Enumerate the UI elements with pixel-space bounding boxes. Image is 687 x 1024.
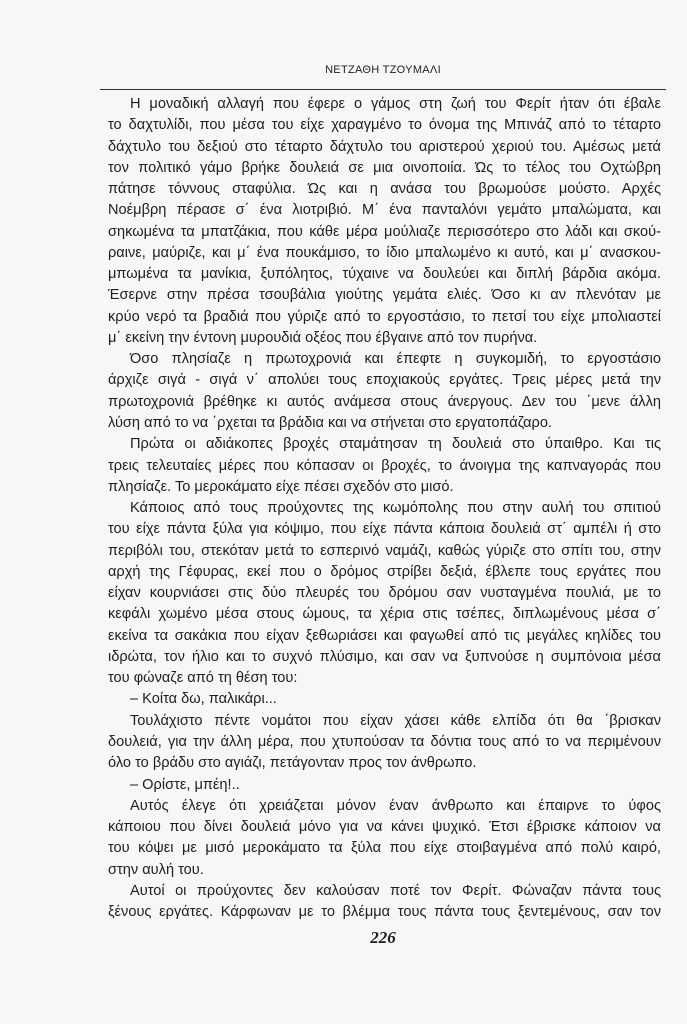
text-line: – Ορίστε, μπέη!.. xyxy=(130,776,240,793)
text-line: μ΄ εκείνη την έντονη μυρουδιά οξέος που έβγαινε από τον πυρήνα. xyxy=(108,329,538,346)
text-line: πρωτοχρονιά βρέθηκε κι αυτός ανάμεσα στους άνεργους. Δεν του ΄μενε άλλη xyxy=(108,393,661,410)
text-line: ραινε, μαύριζε, και μ΄ ένα πουκάμισο, το ίδιο μπαλωμένο κι αυτό, και μ΄ ανασκου- xyxy=(108,244,661,261)
page-body-text xyxy=(108,94,661,923)
text-line: Η μοναδική αλλαγή που έφερε ο γάμος στη ζωή του Φερίτ ήταν ότι έβαλε xyxy=(130,96,661,112)
text-line: Κάποιος από τους προύχοντες της κωμόπολης που στην αυλή του σπιτιού xyxy=(130,500,661,517)
text-line: του κόψει με μισό μεροκάματο τα ξύλα που είχε στοιβαγμένα από πολύ καιρό, xyxy=(108,840,661,857)
text-line: Όσο πλησίαζε η πρωτοχρονιά και έπεφτε η συγκομιδή, το εργοστάσιο xyxy=(130,351,661,368)
text-line: το δαχτυλίδι, που μέσα του είχε χαραγμένο το όνομα της Μπινάζ από το τέταρτο xyxy=(108,117,661,134)
text-line: στην αυλή του. xyxy=(108,861,204,878)
text-line: Τουλάχιστο πέντε νομάτοι που είχαν χάσει κάθε ελπίδα ότι θα ΄βρισκαν xyxy=(130,712,661,729)
text-line: αρχή της Γέφυρας, εκεί που ο δρόμος στρίβει δεξιά, έβλεπε τους εργάτες που xyxy=(108,563,661,580)
text-line: σηκωμένα τα μπατζάκια, που κάθε μέρα μούλιαζε περισσότερο στο λάδι και σκού- xyxy=(108,223,661,240)
text-line: όλο το βράδυ στο αγιάζι, πετάγονταν προς τον άνθρωπο. xyxy=(108,755,477,772)
text-line: κρύο νερό τα βραδιά που γύριζε από το εργοστάσιο, το πετσί του είχε μπολιαστεί xyxy=(108,308,661,325)
text-line: είχαν κουρνιάσει στις δύο πλευρές του δρόμου σαν νυσταγμένα πουλιά, με το xyxy=(108,585,661,602)
page-number: 226 xyxy=(370,928,396,947)
text-line: περιβόλι του, στεκόταν μετά το εσπερινό ναμάζι, καθώς γύριζε στο σπίτι του, στην xyxy=(108,542,661,559)
text-line: Αυτός έλεγε ότι χρειάζεται μόνον έναν άνθρωπο και έπαιρνε το ύφος xyxy=(130,797,661,814)
text-line: πάτησε τόννους σταφύλια. Ώς και η ανάσα του βρωμούσε μούστο. Αρχές xyxy=(108,181,661,198)
text-line: τρεις τελευταίες μέρες που κόπασαν οι βροχές, το άνοιγμα της καπναγοράς που xyxy=(108,457,661,474)
text-line: Έσερνε στην πρέσα τσουβάλια γιούτης γεμάτα ελιές. Όσο κι αν πλενόταν με xyxy=(108,287,661,304)
text-line: μπωμένα τα μανίκια, ξυπόλητος, τύχαινε να δουλεύει και διπλή βάρδια ακόμα. xyxy=(108,266,661,283)
text-line: ιδρώτα, τον ήλιο και το συχνό πλύσιμο, και σαν να ξυπνούσε η συμπόνοια μέσα xyxy=(108,648,661,665)
running-header: ΝΕΤΖΑΘΗ ΤΖΟΥΜΑΛΙ xyxy=(325,64,441,76)
text-line: πλησίαζε. Το μεροκάματο είχε πέσει σχεδόν στο μισό. xyxy=(108,478,454,495)
text-line: άρχιζε σιγά - σιγά ν΄ απολύει τους εποχιακούς εργάτες. Τρεις μέρες μετά την xyxy=(108,372,661,389)
text-line: δουλειά, για την άλλη μέρα, που χτυπούσαν τα δόντια τους από το να περιμένουν xyxy=(108,733,661,750)
text-line: – Κοίτα δω, παλικάρι... xyxy=(130,691,277,708)
text-line: του είχε πάντα ξύλα για κόψιμο, που είχε πάντα κάποια δουλειά στ΄ αμπέλι ή στο xyxy=(108,521,661,538)
text-line: κάποιου που δίνει δουλειά μόνο για να κάνει ψυχικό. Έτσι έβρισκε κάποιον να xyxy=(108,819,661,836)
text-line: του φώναζε από τη θέση του: xyxy=(108,670,298,687)
text-line: Αυτοί οι προύχοντες δεν καλούσαν ποτέ τον Φερίτ. Φώναζαν πάντα τους xyxy=(130,882,661,899)
header-rule xyxy=(100,89,666,90)
text-line: εκείνα τα σακάκια που είχαν ξεθωριάσει και φαγωθεί από τις μεγάλες κηλίδες του xyxy=(108,627,661,644)
text-line: Πρώτα οι αδιάκοπες βροχές σταμάτησαν τη δουλειά στο ύπαιθρο. Και τις xyxy=(130,436,661,453)
text-line: Νοέμβρη πέρασε σ΄ ένα λιοτριβιό. Μ΄ ένα πανταλόνι γεμάτο μπαλώματα, και xyxy=(108,202,661,219)
text-line: δάχτυλο του δεξιού στο τέταρτο δάχτυλο του αριστερού χεριού του. Αμέσως μετά xyxy=(108,138,661,155)
text-line: τον πολιτικό γάμο βρήκε δουλειά σε μια οινοποιία. Ώς το τέλος του Οχτώβρη xyxy=(108,159,661,176)
text-line: λύση από το να ΄ρχεται τα βράδια και να στήνεται στο εργατοπάζαρο. xyxy=(108,414,552,431)
text-line: κεφάλι χωμένο μέσα στους ώμους, τα χέρια στις τσέπες, διπλωμένους μέσα σ΄ xyxy=(108,606,661,623)
text-line: ξένους εργάτες. Κάρφωναν με το βλέμμα τους πάντα τους ξεντεμένους, σαν τον xyxy=(108,904,661,921)
